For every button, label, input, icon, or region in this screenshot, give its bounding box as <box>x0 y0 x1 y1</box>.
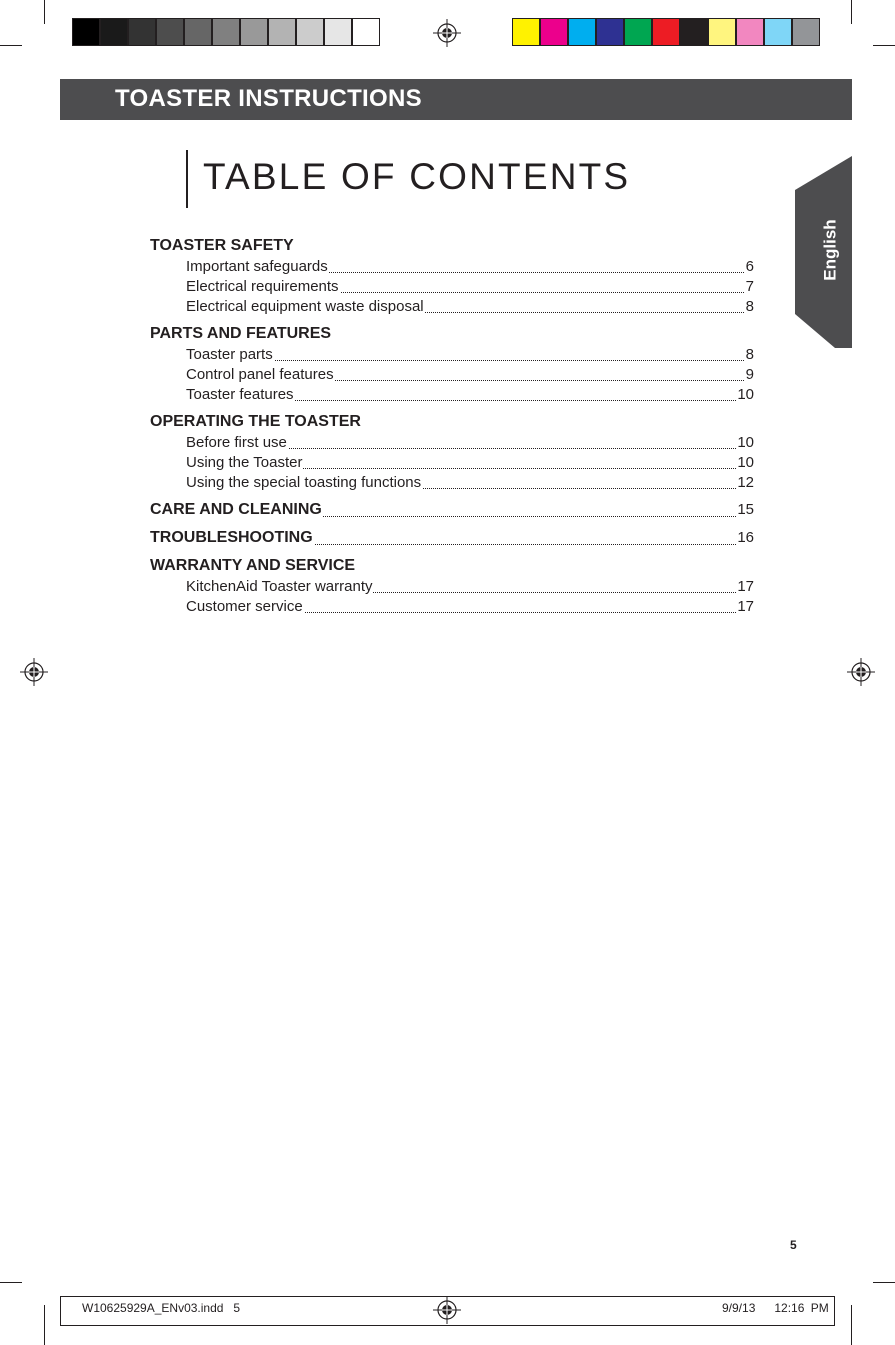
crop-mark-icon <box>0 45 22 46</box>
slug-datetime: 9/9/13 12:16 PM <box>722 1301 829 1315</box>
color-swatch <box>156 18 184 46</box>
color-swatch <box>512 18 540 46</box>
color-swatch <box>540 18 568 46</box>
toc-entry-page: 9 <box>745 366 754 383</box>
color-swatch <box>128 18 156 46</box>
toc-entry-page: 10 <box>737 434 754 451</box>
crop-mark-icon <box>873 1282 895 1283</box>
toc-entry-label: Control panel features <box>186 366 334 383</box>
toc-entry-page: 17 <box>737 578 754 595</box>
toc-section-operating <box>150 411 754 493</box>
color-swatch <box>624 18 652 46</box>
title-rule <box>186 150 188 208</box>
toc-entry-label: Important safeguards <box>186 258 328 275</box>
color-swatch <box>792 18 820 46</box>
registration-target-icon <box>847 658 875 686</box>
toc-section-heading: TOASTER SAFETY <box>150 237 294 254</box>
crop-mark-icon <box>851 1305 852 1345</box>
toc-entry[interactable] <box>186 257 754 277</box>
crop-mark-icon <box>851 0 852 24</box>
crop-mark-icon <box>0 1282 22 1283</box>
color-swatch <box>652 18 680 46</box>
toc-section-heading: OPERATING THE TOASTER <box>150 413 361 430</box>
toc-entry-label: Electrical requirements <box>186 278 339 295</box>
crop-mark-icon <box>44 0 45 24</box>
toc-entry[interactable] <box>186 577 754 597</box>
color-swatch <box>324 18 352 46</box>
page-title: TABLE OF CONTENTS <box>203 156 631 197</box>
color-swatch <box>596 18 624 46</box>
toc-entry-page: 15 <box>736 499 754 521</box>
toc-entry[interactable] <box>186 365 754 385</box>
toc-entry-page: 7 <box>745 278 754 295</box>
crop-mark-icon <box>873 45 895 46</box>
table-of-contents <box>150 235 754 623</box>
registration-target-icon <box>20 658 48 686</box>
toc-entry-page: 10 <box>737 386 754 403</box>
page-number: 5 <box>790 1238 797 1252</box>
toc-entry-label: Customer service <box>186 598 303 615</box>
toc-section-heading: WARRANTY AND SERVICE <box>150 557 356 574</box>
color-swatch <box>736 18 764 46</box>
toc-section-toaster-safety <box>150 235 754 317</box>
toc-entry[interactable] <box>186 597 754 617</box>
toc-entry-label: Using the Toaster <box>186 454 303 471</box>
toc-entry[interactable] <box>186 297 754 317</box>
process-color-bar <box>512 18 820 46</box>
toc-entry-label: Toaster parts <box>186 346 273 363</box>
color-swatch <box>708 18 736 46</box>
toc-entry-label: Before first use <box>186 434 287 451</box>
color-swatch <box>680 18 708 46</box>
toc-section-heading: PARTS AND FEATURES <box>150 325 332 342</box>
toc-entry-page: 10 <box>737 454 754 471</box>
toc-entry-troubleshooting[interactable] <box>150 527 754 549</box>
toc-entry-label: Electrical equipment waste disposal <box>186 298 424 315</box>
toc-entry-care-and-cleaning[interactable] <box>150 499 754 521</box>
toc-section-parts-and-features <box>150 323 754 405</box>
toc-entry[interactable] <box>186 433 754 453</box>
toc-entry[interactable] <box>186 385 754 405</box>
color-swatch <box>296 18 324 46</box>
toc-entry-page: 8 <box>745 346 754 363</box>
color-swatch <box>72 18 100 46</box>
color-swatch <box>240 18 268 46</box>
toc-entry[interactable] <box>186 453 754 473</box>
toc-entry-label: Using the special toasting functions <box>186 474 422 491</box>
toc-entry[interactable] <box>186 345 754 365</box>
toc-entry-page: 12 <box>737 474 754 491</box>
toc-section-heading: CARE AND CLEANING <box>150 501 322 518</box>
toc-entry-label: KitchenAid Toaster warranty <box>186 578 373 595</box>
color-swatch <box>184 18 212 46</box>
language-tab-label: English <box>820 219 840 281</box>
toc-entry-label: Toaster features <box>186 386 294 403</box>
toc-entry-page: 6 <box>745 258 754 275</box>
slug-filename: W10625929A_ENv03.indd 5 <box>82 1301 241 1315</box>
registration-target-icon <box>433 19 461 47</box>
color-swatch <box>764 18 792 46</box>
toc-entry-page: 17 <box>737 598 754 615</box>
toc-section-heading: TROUBLESHOOTING <box>150 529 313 546</box>
color-swatch <box>568 18 596 46</box>
color-swatch <box>268 18 296 46</box>
crop-mark-icon <box>44 1305 45 1345</box>
header-title: TOASTER INSTRUCTIONS <box>115 85 422 112</box>
color-swatch <box>100 18 128 46</box>
toc-entry-page: 8 <box>745 298 754 315</box>
language-tab-label-wrap <box>808 219 868 282</box>
toc-section-warranty <box>150 555 754 617</box>
color-swatch <box>212 18 240 46</box>
toc-entry-page: 16 <box>736 527 754 549</box>
toc-entry[interactable] <box>186 473 754 493</box>
toc-entry[interactable] <box>186 277 754 297</box>
grayscale-color-bar <box>72 18 380 46</box>
color-swatch <box>352 18 380 46</box>
header-band <box>60 79 852 120</box>
